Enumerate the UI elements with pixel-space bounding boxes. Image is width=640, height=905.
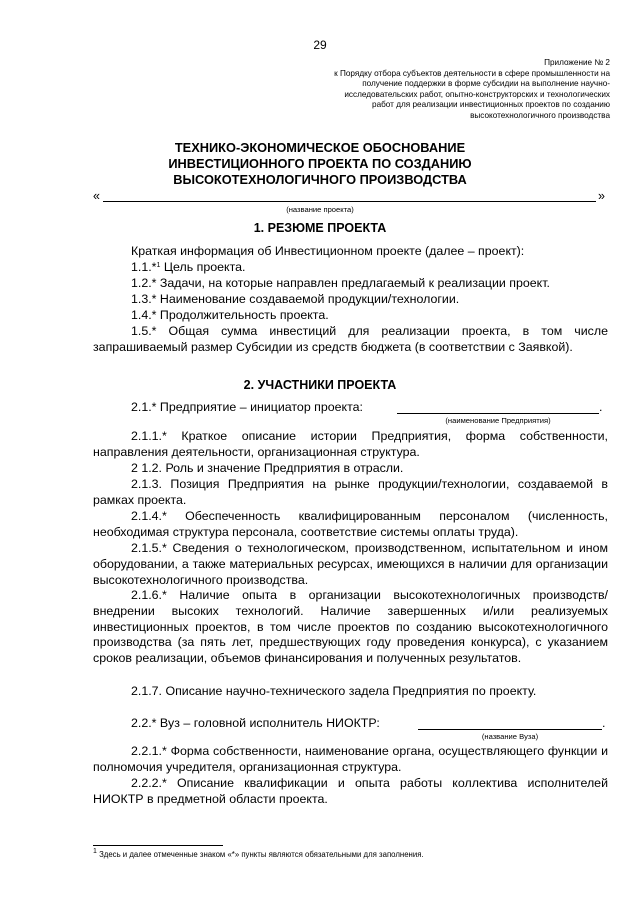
appendix-line: Приложение № 2 [544,58,610,67]
section2-item-2-1-2: 2 1.2. Роль и значение Предприятия в отрасли. [131,461,404,475]
footnote [93,850,608,859]
section2-item-2-1-6: 2.1.6.* Наличие опыта в организации высокотехнологичных производств/внедрении высоких технологий. Наличие завершенных и/или реализуемых инвестиционных проектов, в том числе проектов по созданию высокотехнологичного производства (за пять лет, предшествующих году проведения конкурса), с указанием сроков реализации, объемов финансирования и полученных результатов. [93,588,608,666]
item-text: Цель проекта. [160,260,246,274]
project-name-field-line [103,201,596,202]
section2-item-2-1-3: 2.1.3. Позиция Предприятия на рынке продукции/технологии, создаваемой в рамках проекта. [93,477,608,507]
section1-item-3: 1.3.* Наименование создаваемой продукции/технологии. [131,292,460,306]
footnote-mark: 1 [93,848,97,855]
footnote-text: Здесь и далее отмеченные знаком «*» пункты являются обязательными для заполнения. [96,850,424,859]
appendix-line: получение поддержки в форме субсидии на выполнение научно- [362,79,610,89]
section1-intro: Краткая информация об Инвестиционном проекте (далее – проект): [131,244,525,258]
appendix-line: к Порядку отбора субъектов деятельности в сфере промышленности на [334,68,610,78]
participant-enterprise-label: 2.1.* Предприятие – инициатор проекта: [131,400,363,414]
section2-item-2-1-7: 2.1.7. Описание научно-технического задела Предприятия по проекту. [131,684,537,698]
title-line: ВЫСОКОТЕХНОЛОГИЧНОГО ПРОИЗВОДСТВА [173,172,467,187]
section1-item-1 [93,260,608,276]
item-prefix: 1.1.* [131,260,157,274]
enterprise-line-end: . [599,400,603,414]
enterprise-name-caption: (наименование Предприятия) [445,416,551,425]
section2-item-2-1-5: 2.1.5.* Сведения о технологическом, производственном, испытательном и ином оборудовании, а также материальных ресурсах, имеющихся в наличии для организации высокотехнологичного производства. [93,541,608,587]
title-line: ТЕХНИКО-ЭКОНОМИЧЕСКОЕ ОБОСНОВАНИЕ [174,140,466,155]
section1-item-5: 1.5.* Общая сумма инвестиций для реализации проекта, в том числе запрашиваемый размер Субсидии из средств бюджета (в соответствии с Заявкой). [93,324,608,354]
participant-university-label: 2.2.* Вуз – головной исполнитель НИОКТР: [131,716,380,730]
section2-item-2-1-1: 2.1.1.* Краткое описание истории Предприятия, форма собственности, направления деятельности, организационная структура. [93,429,608,459]
open-quote: « [93,189,100,203]
section2-item-2-2-2: 2.2.2.* Описание квалификации и опыта работы коллектива исполнителей НИОКТР в предметной области проекта. [93,776,608,806]
section1-heading: 1. РЕЗЮМЕ ПРОЕКТА [253,221,387,235]
project-name-caption: (название проекта) [286,205,354,214]
section1-item-2: 1.2.* Задачи, на которые направлен предлагаемый к реализации проект. [131,276,550,290]
appendix-note [250,58,610,122]
close-quote: » [598,189,605,203]
university-name-field-line [418,729,602,730]
document-title [90,140,550,188]
section2-heading: 2. УЧАСТНИКИ ПРОЕКТА [243,378,397,392]
section2-item-2-2-1: 2.2.1.* Форма собственности, наименование органа, осуществляющего функции и полномочия учредителя, организационная структура. [93,744,608,774]
footnote-separator [93,845,223,846]
section1-item-4: 1.4.* Продолжительность проекта. [131,308,329,322]
university-line-end: . [602,716,606,730]
page-number: 29 [313,38,327,52]
appendix-line: высокотехнологичного производства [470,110,610,120]
appendix-line: исследовательских работ, опытно-конструкторских и технологических [344,89,610,99]
footnote-ref: 1 [156,262,161,269]
section2-item-2-1-4: 2.1.4.* Обеспеченность квалифицированным персоналом (численность, необходимая структура персонала, соответствие системы оплаты труда). [93,509,608,539]
title-line: ИНВЕСТИЦИОННОГО ПРОЕКТА ПО СОЗДАНИЮ [168,156,472,171]
university-name-caption: (название Вуза) [481,732,539,741]
appendix-line: работ для реализации инвестиционных проектов по созданию [372,100,610,110]
enterprise-name-field-line [397,413,599,414]
